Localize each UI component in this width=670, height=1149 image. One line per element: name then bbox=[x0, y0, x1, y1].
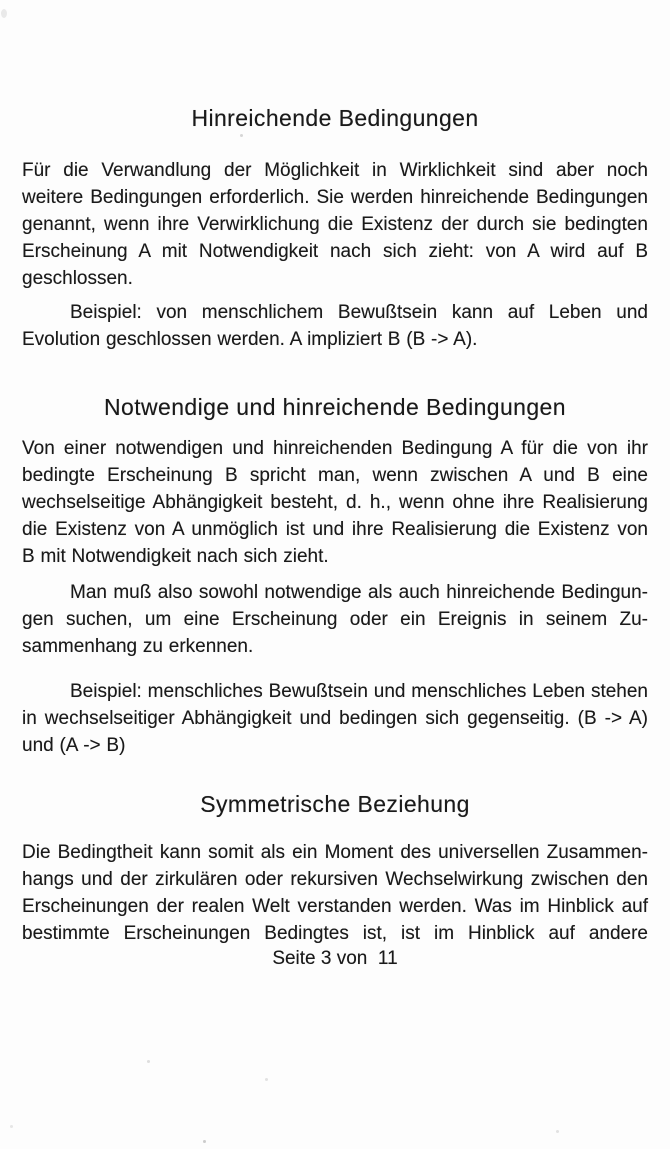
paragraph-search-conditions bbox=[22, 579, 648, 660]
text-line: Für die Verwandlung der Möglichkeit in Wirklichkeit sind aber noch bbox=[22, 160, 648, 181]
scan-speck bbox=[240, 134, 243, 137]
text-line: die Existenz von A unmöglich ist und ihre Realisierung die Existenz von bbox=[22, 519, 648, 540]
page-number-footer: Seite 3 von 11 bbox=[272, 948, 398, 969]
text-line: und (A -> B) bbox=[22, 735, 126, 756]
text-line: weitere Bedingungen erforderlich. Sie werden hinreichende Bedingungen bbox=[22, 187, 648, 208]
text-line: geschlossen. bbox=[22, 268, 133, 289]
scan-speck bbox=[147, 1060, 150, 1063]
text-line: Beispiel: von menschlichem Bewußtsein kann auf Leben und bbox=[70, 302, 648, 323]
text-line: hangs und der zirkulären oder rekursiven Wechselwirkung zwischen den bbox=[22, 869, 648, 890]
paragraph-symmetric-relation bbox=[22, 839, 648, 947]
paragraph-example-2 bbox=[22, 678, 648, 759]
scan-speck bbox=[1, 9, 7, 18]
heading-symmetrische-beziehung: Symmetrische Beziehung bbox=[200, 791, 470, 817]
heading-hinreichende-bedingungen: Hinreichende Bedingungen bbox=[191, 105, 479, 131]
text-line: in wechselseitiger Abhängigkeit und bedingen sich gegenseitig. (B -> A) bbox=[22, 708, 648, 729]
scan-speck bbox=[265, 1078, 268, 1081]
scan-speck bbox=[556, 1130, 559, 1133]
text-line: sammenhang zu erkennen. bbox=[22, 636, 254, 657]
paragraph-example-1 bbox=[22, 299, 648, 353]
heading-notwendige-und-hinreichende-bedingungen: Notwendige und hinreichende Bedingungen bbox=[104, 394, 566, 420]
text-line: bedingte Erscheinung B spricht man, wenn zwischen A und B eine bbox=[22, 465, 648, 486]
paragraph-necessary-and-sufficient bbox=[22, 435, 648, 570]
text-line: gen suchen, um eine Erscheinung oder ein Ereignis in seinem Zu- bbox=[22, 609, 648, 630]
text-line: Die Bedingtheit kann somit als ein Moment des universellen Zusammen- bbox=[22, 842, 648, 863]
text-line: Man muß also sowohl notwendige als auch hinreichende Bedingun- bbox=[70, 582, 648, 603]
paragraph-sufficient-conditions bbox=[22, 157, 648, 292]
text-line: B mit Notwendigkeit nach sich zieht. bbox=[22, 546, 329, 567]
text-line: Evolution geschlossen werden. A impliziert B (B -> A). bbox=[22, 329, 478, 350]
text-line: wechselseitige Abhängigkeit besteht, d. h., wenn ohne ihre Realisierung bbox=[22, 492, 648, 513]
text-line: Von einer notwendigen und hinreichenden Bedingung A für die von ihr bbox=[22, 438, 648, 459]
scan-speck bbox=[203, 1140, 206, 1143]
scan-speck bbox=[10, 1125, 13, 1128]
text-line: Beispiel: menschliches Bewußtsein und menschliches Leben stehen bbox=[70, 681, 648, 702]
text-line: Erscheinungen der realen Welt verstanden werden. Was im Hinblick auf bbox=[22, 896, 648, 917]
text-line: genannt, wenn ihre Verwirklichung die Existenz der durch sie bedingten bbox=[22, 214, 648, 235]
text-line: bestimmte Erscheinungen Bedingtes ist, ist im Hinblick auf andere bbox=[22, 923, 648, 944]
text-line: Erscheinung A mit Notwendigkeit nach sich zieht: von A wird auf B bbox=[22, 241, 648, 262]
